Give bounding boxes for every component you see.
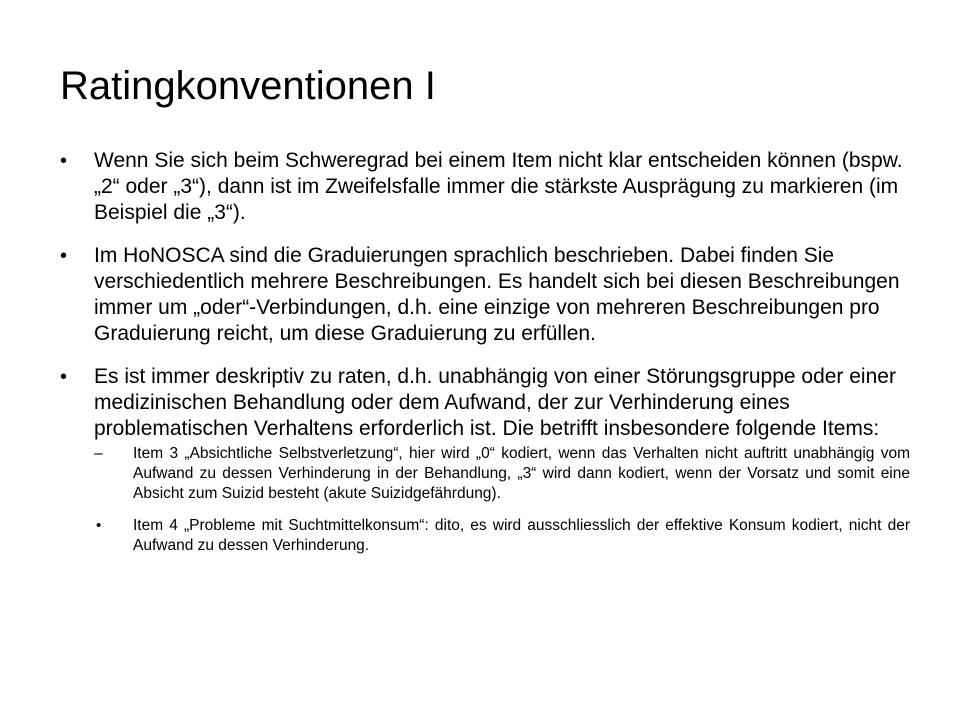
bullet-text: Es ist immer deskriptiv zu raten, d.h. unabhängig von einer Störungsgruppe oder einer medizinischen Behandlung oder dem Aufwand, der zur Verhinderung eines problematischen Verhaltens erforderlich ist. Die betrifft insbesondere folgende Items: <box>94 365 896 440</box>
sub-bullet-item <box>94 516 910 556</box>
bullet-dot-icon: • <box>60 366 68 388</box>
bullet-text: Im HoNOSCA sind die Graduierungen sprachlich beschrieben. Dabei finden Sie verschiedentlich mehrere Beschreibungen. Es handelt sich bei diesen Beschreibungen immer um „oder“-Verbindungen, d.h. eine einzige von mehreren Beschreibungen pro Graduierung reicht, um diese Graduierung zu erfüllen. <box>94 244 900 345</box>
slide-title: Ratingkonventionen I <box>60 64 436 108</box>
sub-bullet-text: Item 3 „Absichtliche Selbstverletzung“, hier wird „0“ kodiert, wenn das Verhalten nicht auftritt unabhängig vom Aufwand zu dessen Verhinderung in der Behandlung, „3“ wird dann kodiert, wenn der Vorsatz und somit eine Absicht zum Suizid besteht (akute Suizidgefährdung). <box>133 445 910 502</box>
dash-icon: – <box>94 445 103 462</box>
sub-bullet-list <box>94 444 910 556</box>
bullet-text: Wenn Sie sich beim Schweregrad bei einem Item nicht klar entscheiden können (bspw. „2“ oder „3“), dann ist im Zweifelsfalle immer die stärkste Ausprägung zu markieren (im Beispiel die „3“). <box>94 149 903 224</box>
bullet-item <box>60 364 910 442</box>
bullet-dot-icon: • <box>60 245 68 267</box>
sub-bullet-text: Item 4 „Probleme mit Suchtmittelkonsum“: dito, es wird ausschliesslich der effektive Konsum kodiert, nicht der Aufwand zu dessen Verhinderung. <box>133 517 910 554</box>
slide-content <box>60 148 910 568</box>
bullet-item <box>60 148 910 226</box>
bullet-dot-icon: • <box>96 517 102 534</box>
sub-bullet-item <box>94 444 910 504</box>
bullet-item <box>60 243 910 347</box>
bullet-dot-icon: • <box>60 150 68 172</box>
